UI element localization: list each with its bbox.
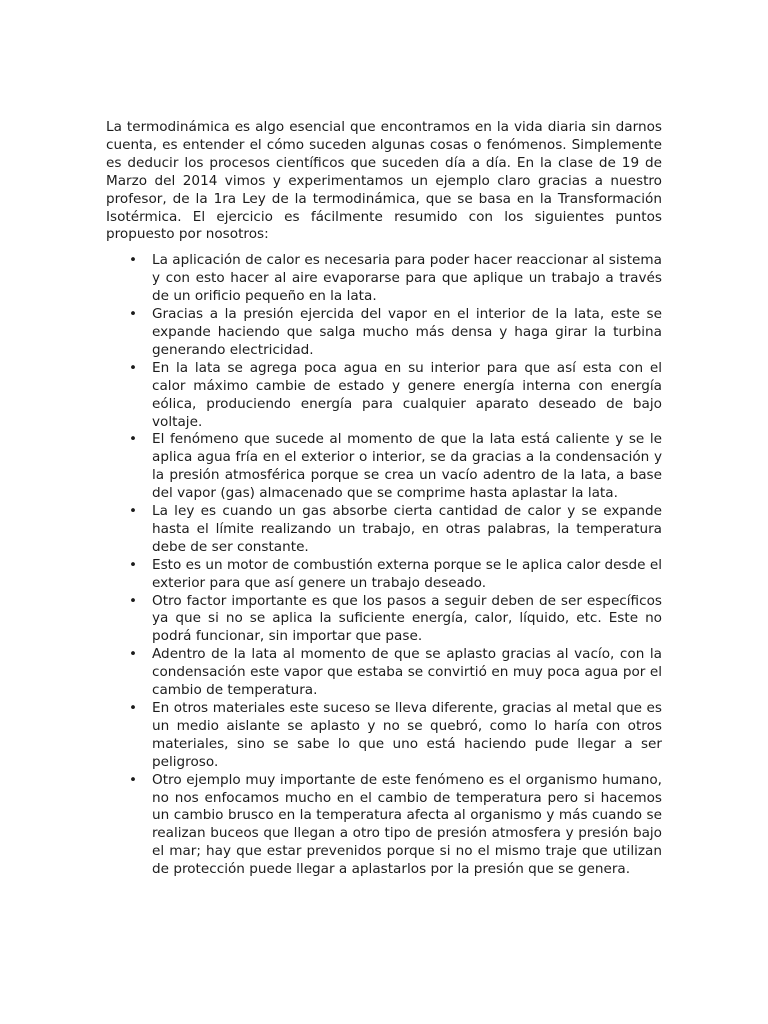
bullet-icon: •: [129, 431, 138, 448]
list-item: [106, 360, 662, 432]
bullet-icon: •: [129, 306, 138, 323]
bullet-icon: •: [129, 592, 138, 609]
document-page: [106, 119, 662, 879]
list-item: [106, 700, 662, 772]
list-item-text: Adentro de la lata al momento de que se aplasto gracias al vacío, con la condensación este vapor que estaba se convirtió en muy poca agua por el cambio de temperatura.: [152, 646, 662, 699]
list-item: [106, 252, 662, 306]
list-item-text: Esto es un motor de combustión externa porque se le aplica calor desde el exterior para que así genere un trabajo deseado.: [152, 556, 663, 591]
bullet-icon: •: [129, 646, 138, 663]
list-item: [106, 646, 662, 700]
list-item: [106, 431, 662, 503]
list-item-text: En otros materiales este suceso se lleva diferente, gracias al metal que es un medio aislante se aplasto y no se quebró, como lo haría con otros materiales, sino se sabe lo que uno está haciendo pude llegar a ser peligroso.: [152, 700, 662, 770]
bullet-icon: •: [129, 700, 138, 716]
bullet-icon: •: [129, 503, 138, 520]
list-item-text: En la lata se agrega poca agua en su interior para que así esta con el calor máximo cambie de estado y genere energía interna con energía eólica, produciendo energía para cualquier aparato deseado de bajo voltaje.: [152, 359, 662, 430]
list-item: [106, 772, 662, 879]
intro-paragraph: La termodinámica es algo esencial que encontramos en la vida diaria sin darnos cuenta, es entender el cómo suceden algunas cosas o fenómenos. Simplemente es deducir los procesos científicos que suceden día a día. En la clase de 19 de Marzo del 2014 vimos y experimentamos un ejemplo claro gracias a nuestro profesor, de la 1ra Ley de la termodinámica, que se basa en la Transformación Isotérmica. El ejercicio es fácilmente resumido con los siguientes puntos propuesto por nosotros:: [106, 119, 662, 243]
bullet-icon: •: [129, 359, 138, 376]
list-item-text: El fenómeno que sucede al momento de que la lata está caliente y se le aplica agua fría en el exterior o interior, se da gracias a la condensación y la presión atmosférica porque se crea un vacío adentro de la lata, a base del vapor (gas) almacenado que se comprime hasta aplastar la lata.: [152, 431, 662, 502]
list-item: [106, 593, 662, 647]
list-item-text: Otro factor importante es que los pasos a seguir deben de ser específicos ya que si no se aplica la suficiente energía, calor, líquido, etc. Este no podrá funcionar, sin importar que pase.: [152, 592, 662, 645]
bullet-icon: •: [129, 771, 138, 788]
list-item-text: La ley es cuando un gas absorbe cierta cantidad de calor y se expande hasta el límite realizando un trabajo, en otras palabras, la temperatura debe de ser constante.: [152, 503, 662, 555]
list-item-text: Otro ejemplo muy importante de este fenómeno es el organismo humano, no nos enfocamos mucho en el cambio de temperatura pero si hacemos un cambio brusco en la temperatura afecta al organismo y más cuando se realizan buceos que llegan a otro tipo de presión atmosfera y presión bajo el mar; hay que estar prevenidos porque si no el mismo traje que utilizan de protección puede llegar a aplastarlos por la presión que se genera.: [152, 771, 662, 878]
bullet-icon: •: [129, 252, 138, 269]
bullet-icon: •: [129, 556, 138, 573]
list-item: [106, 503, 662, 557]
list-item: [106, 306, 662, 360]
bullet-list: [106, 252, 662, 879]
list-item-text: Gracias a la presión ejercida del vapor en el interior de la lata, este se expande haciendo que salga mucho más densa y haga girar la turbina generando electricidad.: [152, 306, 662, 358]
list-item: [106, 557, 662, 593]
list-item-text: La aplicación de calor es necesaria para poder hacer reaccionar al sistema y con esto hacer al aire evaporarse para que aplique un trabajo a través de un orificio pequeño en la lata.: [152, 252, 662, 305]
